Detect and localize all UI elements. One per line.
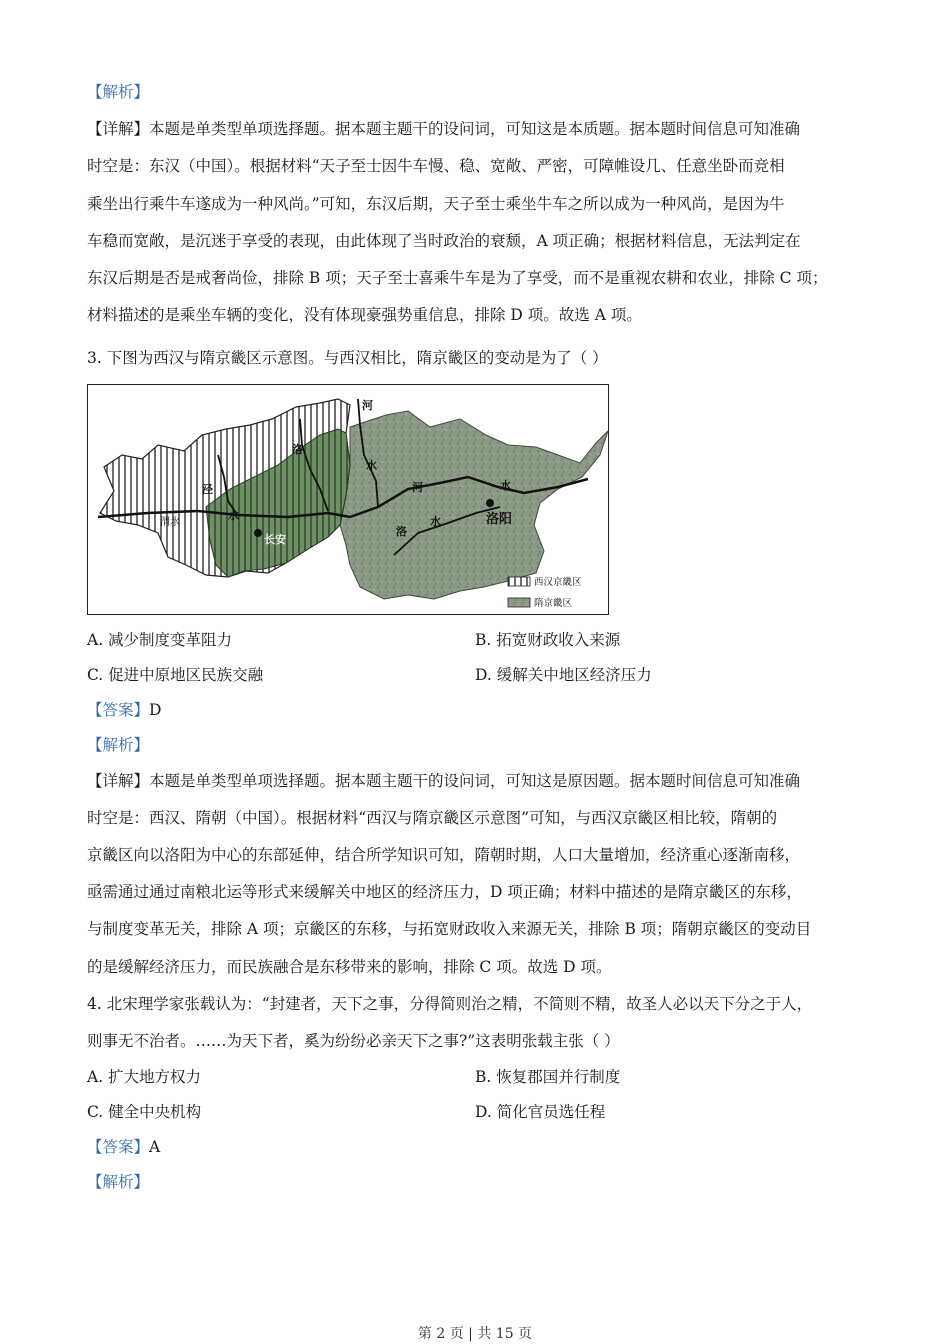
- q3-options-row-2: [87, 658, 867, 693]
- q3-options-row-1: [87, 623, 867, 658]
- detail-line: 的是缓解经济压力，而民族融合是东移带来的影响，排除 C 项。故选 D 项。: [87, 957, 612, 976]
- q3-option-c: C. 促进中原地区民族交融: [87, 665, 264, 684]
- q4-options-row-1: [87, 1060, 867, 1095]
- q3-option-a: A. 减少制度变革阻力: [87, 630, 233, 649]
- map-label: 洛阳: [486, 511, 513, 527]
- legend-label-western-han: 西汉京畿区: [534, 576, 582, 588]
- map-label: 洛: [396, 524, 407, 538]
- legend-swatch-western-han: [508, 577, 530, 586]
- map-label: 渭水: [160, 516, 180, 528]
- detail-line: 材料描述的是乘坐车辆的变化，没有体现豪强势重信息，排除 D 项。故选 A 项。: [87, 306, 642, 325]
- changan-dot: [254, 529, 262, 537]
- map-label: 水: [366, 458, 377, 472]
- luoyang-dot: [486, 499, 494, 507]
- analysis-heading: 【解析】: [87, 1173, 150, 1192]
- detail-line: 【详解】本题是单类型单项选择题。据本题主题干的设问词，可知这是本质题。据本题时间信息可知准确: [87, 120, 801, 139]
- map-label: 长安: [264, 532, 286, 546]
- q4-option-c: C. 健全中央机构: [87, 1103, 202, 1122]
- detail-line: 东汉后期是否是戒奢尚俭，排除 B 项；天子至士喜乘牛车是为了享受，而不是重视农耕和农业，排除 C 项；: [87, 269, 828, 288]
- map-label: 河: [362, 398, 373, 412]
- answer-value: D: [149, 700, 162, 719]
- detail-line: 乘坐出行乘牛车遂成为一种风尚。”可知，东汉后期，天子至士乘坐牛车之所以成为一种风尚，是因为牛: [87, 194, 785, 213]
- map-label: 泾: [202, 482, 213, 496]
- legend-swatch-sui: [508, 598, 530, 607]
- q3-option-d: D. 缓解关中地区经济压力: [475, 665, 652, 684]
- detail-line: 时空是：西汉、隋朝（中国）。根据材料“西汉与隋京畿区示意图”可知，与西汉京畿区相比较，隋朝的: [87, 808, 778, 827]
- answer-tag: 【答案】: [87, 700, 150, 719]
- question-3-stem: 3. 下图为西汉与隋京畿区示意图。与西汉相比，隋京畿区的变动是为了（ ）: [87, 349, 608, 368]
- q3-answer: [87, 693, 867, 728]
- detail-line: 亟需通过通过南粮北运等形式来缓解关中地区的经济压力，D 项正确；材料中描述的是隋京畿区的东移，: [87, 883, 802, 902]
- map-label: 水: [500, 478, 511, 492]
- detail-line: 时空是：东汉（中国）。根据材料“天子至士因牛车慢、稳、宽敞、严密，可障帷设几、任意坐卧而竞相: [87, 157, 785, 176]
- page-content: [87, 74, 867, 1200]
- map-label: 水: [228, 508, 239, 522]
- detail-line: 与制度变革无关，排除 A 项；京畿区的东移，与拓宽财政收入来源无关，排除 B 项；隋朝京畿区的变动目: [87, 920, 812, 939]
- q4-options-row-2: [87, 1095, 867, 1130]
- question-4-stem: 则事无不治者。……为天下者，奚为纷纷必亲天下之事?”这表明张载主张（ ）: [87, 1032, 620, 1051]
- capital-region-map: [87, 384, 609, 615]
- map-label: 河: [412, 480, 423, 494]
- page-footer: 第 2 页 | 共 15 页: [417, 1326, 533, 1342]
- detail-line: 车稳而宽敞，是沉迷于享受的表现，由此体现了当时政治的衰颓，A 项正确；根据材料信息，无法判定在: [87, 231, 801, 250]
- legend-label-sui: 隋京畿区: [534, 597, 573, 609]
- answer-tag: 【答案】: [87, 1138, 150, 1157]
- answer-value: A: [149, 1138, 161, 1157]
- map-figure: [88, 385, 608, 614]
- q4-option-d: D. 简化官员选任程: [475, 1103, 606, 1122]
- analysis-heading: 【解析】: [87, 735, 150, 754]
- question-4-stem: 4. 北宋理学家张载认为：“封建者，天下之事，分得简则治之精，不简则不精，故圣人必以天下分之于人，: [87, 994, 813, 1013]
- q4-option-b: B. 恢复郡国并行制度: [475, 1068, 621, 1087]
- q3-option-b: B. 拓宽财政收入来源: [475, 630, 621, 649]
- q4-answer: [87, 1130, 867, 1165]
- q4-option-a: A. 扩大地方权力: [87, 1068, 202, 1087]
- detail-line: 京畿区向以洛阳为中心的东部延伸，结合所学知识可知，隋朝时期，人口大量增加，经济重心逐渐南移，: [87, 846, 801, 865]
- analysis-heading: 【解析】: [87, 83, 150, 101]
- map-label: 水: [430, 514, 441, 528]
- detail-line: 【详解】本题是单类型单项选择题。据本题主题干的设问词，可知这是原因题。据本题时间信息可知准确: [87, 771, 801, 790]
- map-label: 洛: [292, 442, 303, 456]
